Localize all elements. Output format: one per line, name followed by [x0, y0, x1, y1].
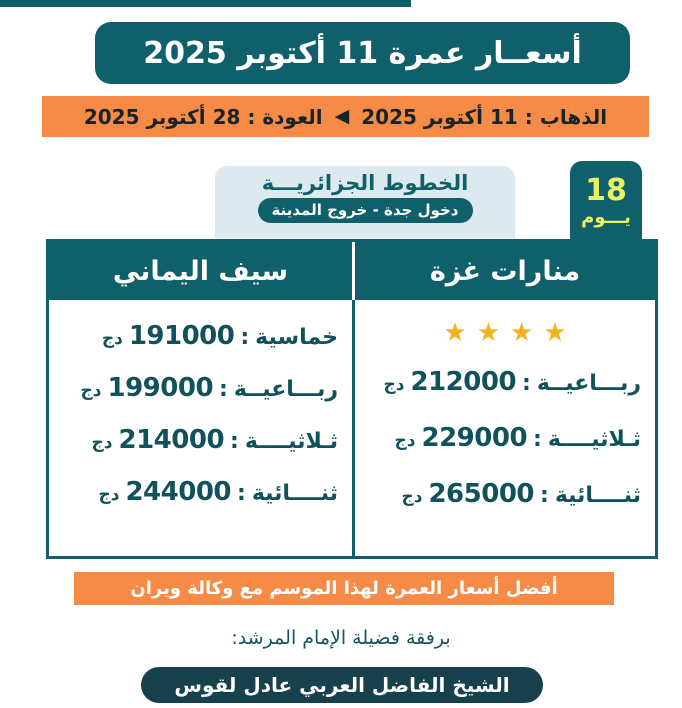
separator: :	[240, 325, 250, 350]
star-icon: ★	[476, 318, 500, 348]
price-row	[369, 367, 641, 397]
airline-info-panel	[215, 166, 515, 238]
currency-label: دج	[91, 433, 113, 453]
price-amount: 244000	[125, 477, 232, 507]
price-row	[63, 477, 338, 507]
separator: :	[237, 481, 246, 506]
price-amount: 265000	[428, 479, 535, 509]
room-type-label: ثنــــائية	[554, 483, 641, 508]
room-type-label: ثـلاثيــــة	[547, 427, 641, 452]
airline-route: دخول جدة - خروج المدينة	[258, 198, 473, 223]
hotel-header-manarat-ghazza	[352, 242, 655, 300]
poster-title-banner	[95, 22, 630, 84]
currency-label: دج	[98, 485, 120, 505]
separator: :	[219, 377, 228, 402]
guide-name: الشيخ الفاضل العربي عادل لقوس	[174, 673, 510, 697]
price-row	[63, 373, 338, 403]
price-row	[63, 425, 338, 455]
hotel-header-saif-alyamani	[49, 242, 352, 300]
duration-number: 18	[585, 173, 627, 209]
departure-date: الذهاب : 11 أكتوبر 2025	[361, 104, 608, 129]
currency-label: دج	[401, 487, 423, 507]
hotel-name-label: سيف اليماني	[112, 255, 289, 287]
hotel-name-label: منارات غزة	[429, 255, 581, 287]
star-icon: ★	[543, 318, 567, 348]
star-icon: ★	[510, 318, 534, 348]
separator: :	[540, 483, 549, 508]
separator: :	[533, 427, 542, 452]
guide-name-pill	[141, 667, 543, 703]
currency-label: دج	[101, 329, 123, 349]
price-amount: 212000	[410, 367, 517, 397]
price-amount: 191000	[128, 321, 235, 351]
trip-duration-badge	[570, 161, 642, 243]
price-column-saif-alyamani	[49, 300, 352, 556]
room-type-label: خماسية	[255, 325, 338, 350]
price-table	[46, 239, 658, 559]
airline-name: الخطوط الجزائريـــة	[261, 171, 469, 195]
price-amount: 199000	[107, 373, 214, 403]
duration-unit: يـــوم	[581, 207, 631, 229]
top-accent-strip	[0, 0, 411, 7]
separator: :	[230, 429, 239, 454]
currency-label: دج	[394, 431, 416, 451]
separator: :	[522, 371, 531, 396]
currency-label: دج	[80, 381, 102, 401]
guide-caption: برفقة فضيلة الإمام المرشد:	[231, 627, 451, 649]
room-type-label: ثـلاثيــــة	[244, 429, 338, 454]
price-column-manarat-ghazza	[352, 300, 655, 556]
return-date: العودة : 28 أكتوبر 2025	[83, 104, 323, 129]
price-row	[63, 321, 338, 351]
price-row	[369, 423, 641, 453]
room-type-label: ثنــــائية	[251, 481, 338, 506]
hotel-star-rating	[369, 320, 641, 346]
room-type-label: ربـــاعيــة	[536, 371, 641, 396]
travel-dates-bar	[42, 96, 649, 137]
price-table-header-row	[49, 242, 655, 300]
page-title: أسعــار عمرة 11 أكتوبر 2025	[143, 35, 582, 71]
currency-label: دج	[383, 375, 405, 395]
price-amount: 229000	[421, 423, 528, 453]
arrow-left-icon: ◀	[334, 105, 350, 127]
star-icon: ★	[443, 318, 467, 348]
room-type-label: ربـــاعيــة	[233, 377, 338, 402]
price-amount: 214000	[118, 425, 225, 455]
promo-text: أفضل أسعار العمرة لهذا الموسم مع وكالة ويران	[130, 578, 558, 599]
promo-banner	[74, 572, 614, 605]
price-table-body	[49, 300, 655, 556]
price-row	[369, 479, 641, 509]
